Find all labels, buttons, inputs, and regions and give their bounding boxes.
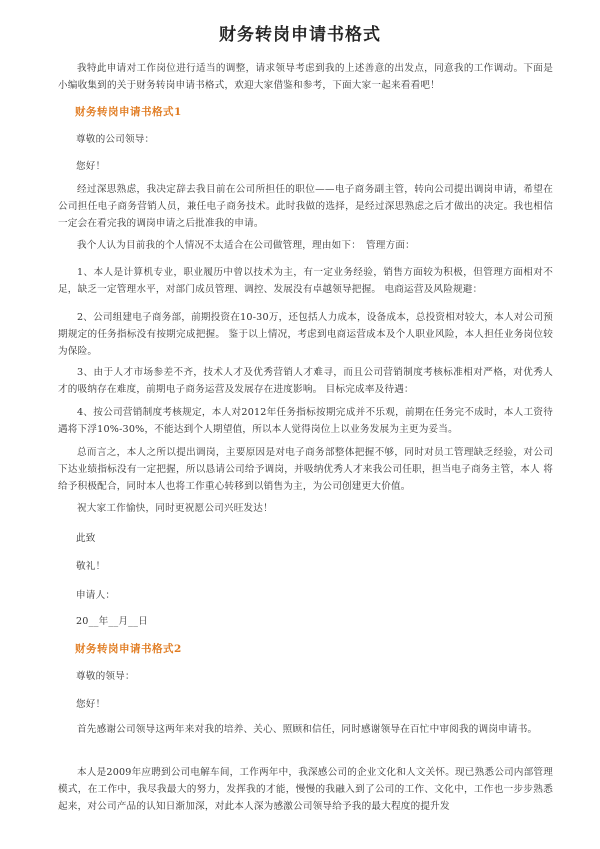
closing-line: 此致 (76, 533, 96, 544)
greeting: 您好！ (76, 161, 106, 172)
body-paragraph: 4、按公司营销制度考核规定，本人对2012年任务指标按期完成并不乐观，前期在任务完不成时，本人工资待遇将下浮10%-30%，不能达到个人期望值，所以本人觉得岗位上以业务发展为主更为妥当。 (58, 407, 553, 435)
date-line: 20__年__月__日 (76, 616, 148, 627)
section-heading-2: 财务转岗申请书格式2 (75, 643, 182, 655)
closing-line: 敬礼！ (76, 561, 106, 572)
body-paragraph: 2、公司组建电子商务部，前期投资在10-30万，还包括人力成本，设备成本，总投资相对较大，本人对公司预期规定的任务指标没有按期完成把握。 鉴于以上情况，考虑到电商运营成本及个人职业风险，本人担任业务岗位较为保险。 (58, 312, 553, 357)
salutation: 尊敬的公司领导： (76, 134, 155, 145)
section-heading-1: 财务转岗申请书格式1 (75, 106, 182, 118)
applicant-label: 申请人： (76, 590, 116, 601)
body-paragraph: 首先感谢公司领导这两年来对我的培养、关心、照顾和信任，同时感谢领导在百忙中审阅我的调岗申请书。 (77, 724, 538, 735)
body-paragraph: 本人是2009年应聘到公司电解车间，工作两年中，我深感公司的企业文化和人文关怀。现已熟悉公司内部管理模式，在工作中，我尽我最大的努力，发挥我的才能，慢慢的我融入到了公司的工作、文化中，工作也一步步熟悉起来，对公司产品的认知日渐加深，对此本人深为感激公司领导给予我的最大程度的提升发 (58, 767, 553, 812)
greeting: 您好！ (76, 699, 106, 710)
body-paragraph: 总而言之，本人之所以提出调岗，主要原因是对电子商务部整体把握不够，同时对员工管理缺乏经验，对公司下达业绩指标没有一定把握，所以恳请公司给予调岗，并吸纳优秀人才来我公司任职，担当电子商务主管，本人 将给予积极配合，同时本人也将工作重心转移到以销售为主，为公司创建更大价值。 (58, 447, 553, 492)
body-paragraph: 我个人认为目前我的个人情况不太适合在公司做管理，理由如下： 管理方面： (77, 240, 415, 251)
salutation: 尊敬的领导： (76, 671, 135, 682)
body-paragraph: 3、由于人才市场参差不齐，技术人才及优秀营销人才难寻，而且公司营销制度考核标准相对严格，对优秀人才的吸纳存在难度，前期电子商务运营及发展存在进度影响。 目标完成率及待遇： (58, 367, 553, 395)
body-paragraph: 经过深思熟虑，我决定辞去我目前在公司所担任的职位——电子商务副主管，转向公司提出调岗申请，希望在公司担任电子商务营销人员，兼任电子商务技术。此时我做的选择，是经过深思熟虑之后才做出的决定。我也相信一定会在看完我的调岗申请之后批准我的申请。 (58, 184, 553, 229)
intro-paragraph: 我特此申请对工作岗位进行适当的调整，请求领导考虑到我的上述善意的出发点，同意我的工作调动。下面是小编收集到的关于财务转岗申请书格式，欢迎大家借鉴和参考，下面大家一起来看看吧！ (58, 63, 553, 91)
body-paragraph: 1、本人是计算机专业，职业履历中曾以技术为主，有一定业务经验，销售方面较为积极，但管理方面相对不足，缺乏一定管理水平，对部门成员管理、调控、发展没有卓越领导把握。 电商运营及风险规避： (58, 267, 553, 295)
body-paragraph: 祝大家工作愉快，同时更祝愿公司兴旺发达！ (77, 503, 273, 514)
page-title: 财务转岗申请书格式 (219, 25, 381, 45)
